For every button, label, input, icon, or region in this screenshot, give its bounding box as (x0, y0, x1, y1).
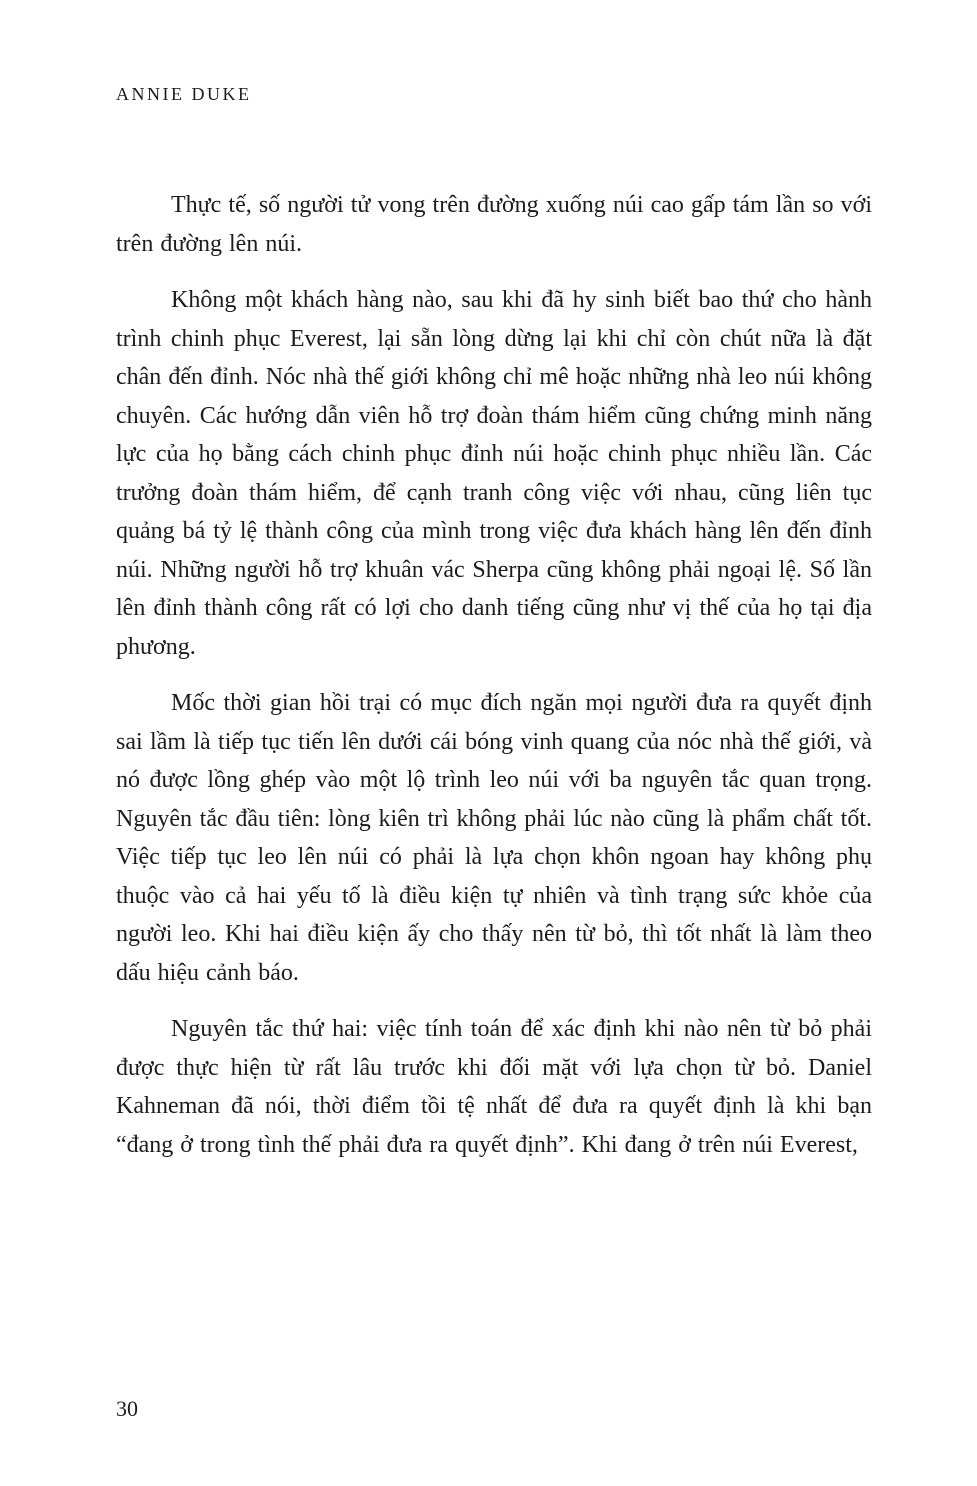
paragraph-1: Thực tế, số người tử vong trên đường xuống núi cao gấp tám lần so với trên đường lên núi. (116, 192, 872, 257)
paragraph-2: Không một khách hàng nào, sau khi đã hy sinh biết bao thứ cho hành trình chinh phục Everest, lại sẵn lòng dừng lại khi chỉ còn chút nữa là đặt chân đến đỉnh. Nóc nhà thế giới không chỉ mê hoặc những nhà leo núi không chuyên. Các hướng dẫn viên hỗ trợ đoàn thám hiểm cũng chứng minh năng lực của họ bằng cách chinh phục đỉnh núi hoặc chinh phục nhiều lần. Các trưởng đoàn thám hiểm, để cạnh tranh công việc với nhau, cũng liên tục quảng bá tỷ lệ thành công của mình trong việc đưa khách hàng lên đến đỉnh núi. Những người hỗ trợ khuân vác Sherpa cũng không phải ngoại lệ. Số lần lên đỉnh thành công rất có lợi cho danh tiếng cũng như vị thế của họ tại địa phương. (116, 287, 872, 660)
page-number: 30 (116, 1396, 138, 1421)
running-header: ANNIE DUKE (116, 84, 252, 104)
paragraph-4: Nguyên tắc thứ hai: việc tính toán để xác định khi nào nên từ bỏ phải được thực hiện từ rất lâu trước khi đối mặt với lựa chọn từ bỏ. Daniel Kahneman đã nói, thời điểm tồi tệ nhất để đưa ra quyết định là khi bạn “đang ở trong tình thế phải đưa ra quyết định”. Khi đang ở trên núi Everest, (116, 1016, 872, 1158)
paragraph-3: Mốc thời gian hồi trại có mục đích ngăn mọi người đưa ra quyết định sai lầm là tiếp tục tiến lên dưới cái bóng vinh quang của nóc nhà thế giới, và nó được lồng ghép vào một lộ trình leo núi với ba nguyên tắc quan trọng. Nguyên tắc đầu tiên: lòng kiên trì không phải lúc nào cũng là phẩm chất tốt. Việc tiếp tục leo lên núi có phải là lựa chọn khôn ngoan hay không phụ thuộc vào cả hai yếu tố là điều kiện tự nhiên và tình trạng sức khỏe của người leo. Khi hai điều kiện ấy cho thấy nên từ bỏ, thì tốt nhất là làm theo dấu hiệu cảnh báo. (116, 690, 872, 986)
body-text (116, 186, 872, 1182)
